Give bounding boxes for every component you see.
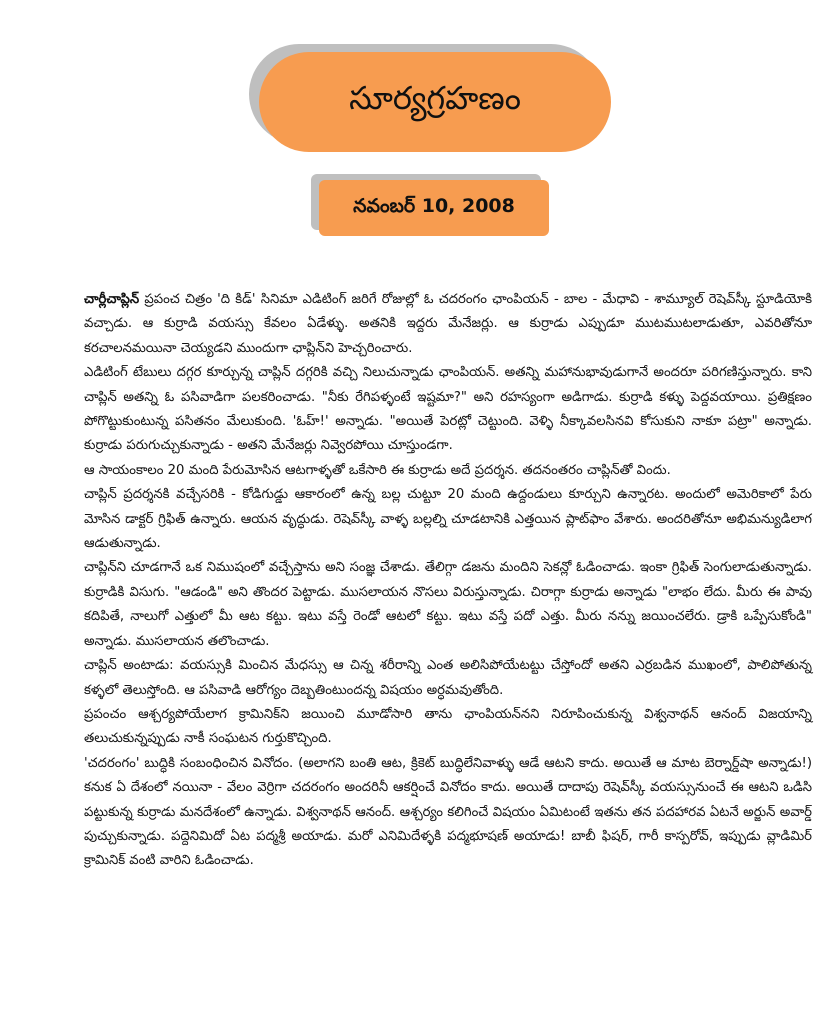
date-banner [311, 174, 549, 236]
article-body [84, 288, 812, 874]
article-paragraph-7: ప్రపంచం ఆశ్చర్యపోయేలాగ క్రామినిక్‌ని జయించి మూడోసారి తాను ఛాంపియన్‌నని నిరూపించుకున్న విశ్వనాథన్ ఆనంద్ విజయాన్ని తలుచుకున్నప్పుడు నాకీ సంఘటన గుర్తుకొచ్చింది. [84, 706, 812, 747]
paragraph-1-text: ప్రపంచ చిత్రం 'ది కిడ్' సినిమా ఎడిటింగ్ జరిగే రోజుల్లో ఓ చదరంగం ఛాంపియన్ - బాల - మేధావి - శామ్యూల్ రెషెవ్‌స్కీ స్టూడియోకి వచ్చాడు. ఆ కుర్రాడి వయస్సు కేవలం ఏడేళ్ళు. అతనికి ఇద్దరు మేనేజర్లు. ఆ కుర్రాడు ఎప్పుడూ ముటముటలాడుతూ, ఎవరితోనూ కరచాలనమయినా చెయ్యడని ముందుగా ఛాప్లిన్‌ని హెచ్చరించారు. [84, 292, 812, 356]
article-paragraph-1 [84, 288, 812, 361]
article-paragraph-6: చాప్లిన్ అంటాడు: వయస్సుకి మించిన మేధస్సు ఆ చిన్న శరీరాన్ని ఎంత అలిసిపోయేటట్టు చేస్తోందో అతని ఎర్రబడిన ముఖంలో, పాలిపోతున్న కళ్ళలో తెలుస్తోంది. ఆ పసివాడి ఆరోగ్యం దెబ్బతింటుందన్న విషయం అర్ధమవుతోంది. [84, 658, 812, 698]
article-paragraph-3: ఆ సాయంకాలం 20 మంది పేరుమోసిన ఆటగాళ్ళతో ఒకేసారి ఈ కుర్రాడు అదే ప్రదర్శన. తదనంతరం చాప్లిన్‌తో విందు. [84, 462, 671, 478]
article-date: నవంబర్ 10, 2008 [319, 180, 549, 236]
article-paragraph-5: చాప్లిన్‌ని చూడగానే ఒక నిముషంలో వచ్చేస్తాను అని సంజ్ఞ చేశాడు. తేలిగ్గా డజను మందిని సెకన్లో ఓడించాడు. ఇంకా గ్రిఫిత్ సెంగులాడుతున్నాడు. కుర్రాడికి విసుగు. "ఆడండి" అని తొందర పెట్టాడు. ముసలాయన నొసలు విరుస్తున్నాడు. చిరాగ్గా కుర్రాడు అన్నాడు "లాభం లేదు. మీరు ఈ పావు కదిపితే, నాలుగో ఎత్తులో మీ ఆట కట్టు. ఇటు వస్తే రెండో ఆటలో కట్టు. ఇటు వస్తే పదో ఎత్తు. మీరు నన్ను జయించలేరు. డ్రాకి ఒప్పేసుకోండి" అన్నాడు. ముసలాయన తలొంచాడు. [84, 560, 812, 649]
page-title: సూర్యగ్రహణం [259, 52, 611, 152]
article-paragraph-8: 'చదరంగం' బుద్ధికి సంబంధించిన వినోదం. (అలాగని బంతి ఆట, క్రికెట్ బుద్ధిలేనివాళ్ళు ఆడే ఆటని కాదు. అయితే ఆ మాట బెర్నార్డ్‌షా అన్నాడు!) కనుక ఏ దేశంలో నయినా - వేలం వెర్రిగా చదరంగం అందరినీ ఆకర్షించే వినోదం కాదు. అయితే దాదాపు రెషెవ్‌స్కీ వయస్సునుంచే ఈ ఆటని ఒడిసి పట్టుకున్న కుర్రాడు మనదేశంలో ఉన్నాడు. విశ్వనాథన్ ఆనంద్. ఆశ్చర్యం కలిగించే విషయం ఏమిటంటే ఇతను తన పదహారవ ఏటనే అర్జున్ అవార్డ్ పుచ్చుకున్నాడు. పద్దెనిమిదో ఏట పద్మశ్రీ అయాడు. మరో ఎనిమిదేళ్ళకి పద్మభూషణ్ అయాడు! బాబీ ఫిషర్, గారీ కాస్పరోవ్, ఇప్పుడు వ్లాడిమిర్ క్రామినిక్ వంటి వారిని ఓడించాడు. [84, 755, 812, 869]
article-paragraph-2: ఎడిటింగ్ టేబులు దగ్గర కూర్చున్న చాప్లిన్ దగ్గరికి వచ్చి నిలుచున్నాడు ఛాంపియన్. అతన్ని మహానుభావుడుగానే అందరూ పరిగణిస్తున్నారు. కాని చాప్లిన్ అతన్ని ఓ పసివాడిగా పలకరించాడు. "నీకు రేగిపళ్ళంటే ఇష్టమా?" అని రహస్యంగా అడిగాడు. కుర్రాడి కళ్ళు పెద్దవయాయి. ప్రతిక్షణం పోగొట్టుకుంటున్న పసితనం మేలుకుంది. 'ఓహ్!' అన్నాడు. "అయితే పెరట్లో చెట్టుంది. వెళ్ళి నీక్కావలసినవి కోసుకుని నాకూ పట్రా" అన్నాడు. కుర్రాడు పరుగుచ్చుకున్నాడు - అతని మేనేజర్లు నివ్వెరపోయి చూస్తుండగా. [84, 365, 812, 454]
lead-name: చార్లీచాప్లిన్ [84, 292, 140, 307]
article-paragraph-4: చాప్లిన్ ప్రదర్శనకి వచ్చేసరికి - కోడిగుడ్డు ఆకారంలో ఉన్న బల్ల చుట్టూ 20 మంది ఉద్దండులు కూర్చుని ఉన్నారట. అందులో అమెరికాలో పేరు మోసిన డాక్టర్ గ్రిఫిత్ ఉన్నారు. ఆయన వృద్ధుడు. రెషెవ్‌స్కీ వాళ్ళ బల్లల్ని చూడటానికి ఎత్తయిన ప్లాట్‌ఫాం వేశారు. అందరితోనూ అభిమన్యుడిలాగ ఆడుతున్నాడు. [84, 487, 812, 552]
title-banner [249, 44, 611, 152]
